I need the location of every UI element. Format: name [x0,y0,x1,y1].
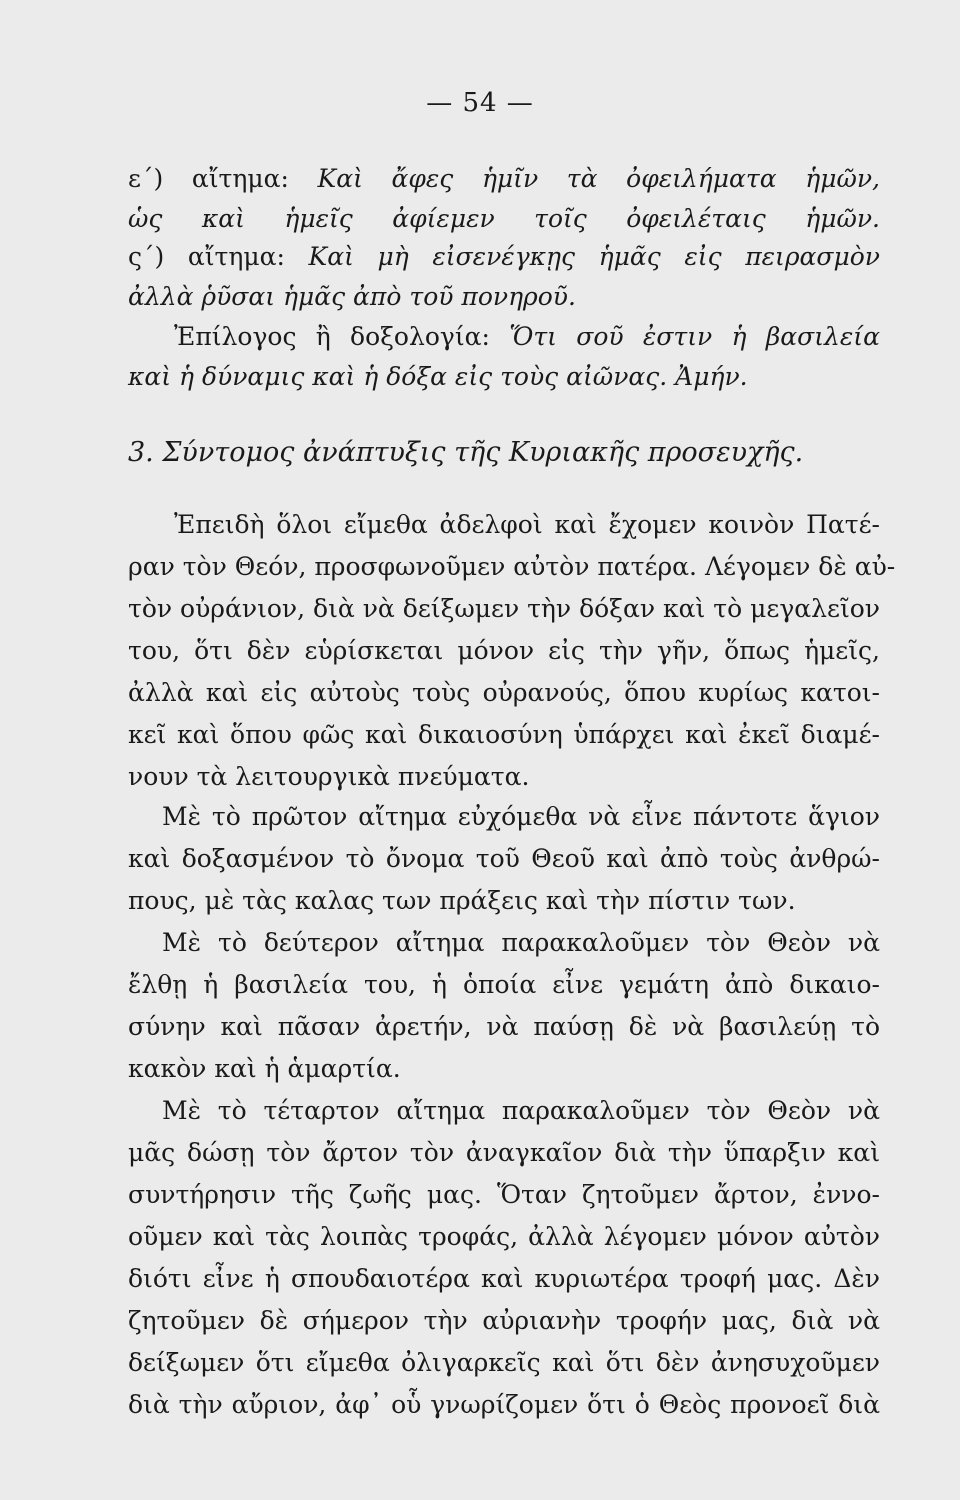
body-line: Ἐπειδὴ ὅλοι εἴμεθα ἀδελφοὶ καὶ ἔχομεν κοινὸν Πατέ- [174,510,880,539]
body-line: του, ὅτι δὲν εὑρίσκεται μόνον εἰς τὴν γῆν, ὅπως ἡμεῖς, [128,636,880,665]
body-line: Μὲ τὸ πρῶτον αἴτημα εὐχόμεθα νὰ εἶνε πάντοτε ἅγιον [162,802,880,831]
epilogue-text: Ὅτι σοῦ ἐστιν ἡ βασιλεία [509,322,880,351]
body-line: κεῖ καὶ ὅπου φῶς καὶ δικαιοσύνη ὑπάρχει καὶ ἐκεῖ διαμέ- [128,720,880,749]
petition-text: ἀλλὰ ῥῦσαι ἡμᾶς ἀπὸ τοῦ πονηροῦ. [128,282,576,311]
body-line: οῦμεν καὶ τὰς λοιπὰς τροφάς, ἀλλὰ λέγομεν μόνον αὐτὸν [128,1222,880,1251]
petition-text: Καὶ μὴ εἰσενέγκῃς ἡμᾶς εἰς πειρασμὸν [308,242,880,271]
petition-label: ε΄) αἴτημα: [128,164,318,193]
epilogue-label: Ἐπίλογος ἢ δοξολογία: [174,322,510,351]
body-line: δείξωμεν ὅτι εἴμεθα ὀλιγαρκεῖς καὶ ὅτι δὲν ἀνησυχοῦμεν [128,1348,880,1377]
petition-text: Καὶ ἄφες ἡμῖν τὰ ὀφειλήματα ἡμῶν, [317,164,880,193]
section-heading: 3. Σύντομος ἀνάπτυξις τῆς Κυριακῆς προσευχῆς. [128,437,804,468]
body-line: ἔλθῃ ἡ βασιλεία του, ἡ ὁποία εἶνε γεμάτη ἀπὸ δικαιο- [128,970,880,999]
body-line: μᾶς δώσῃ τὸν ἄρτον τὸν ἀναγκαῖον διὰ τὴν ὕπαρξιν καὶ [128,1138,880,1167]
body-line: σύνην καὶ πᾶσαν ἀρετήν, νὰ παύσῃ δὲ νὰ βασιλεύῃ τὸ [128,1012,880,1041]
body-line: διὰ τὴν αὔριον, ἀφ᾽ οὗ γνωρίζομεν ὅτι ὁ Θεὸς προνοεῖ διὰ [128,1390,880,1419]
petition-label: ς΄) αἴτημα: [128,242,309,271]
body-line: ραν τὸν Θεόν, προσφωνοῦμεν αὐτὸν πατέρα. Λέγομεν δὲ αὐ- [128,552,896,581]
body-line: καὶ δοξασμένον τὸ ὄνομα τοῦ Θεοῦ καὶ ἀπὸ τοὺς ἀνθρώ- [128,844,880,873]
epilogue-text: καὶ ἡ δύναμις καὶ ἡ δόξα εἰς τοὺς αἰῶνας. Ἀμήν. [128,362,748,391]
body-line: κακὸν καὶ ἡ ἁμαρτία. [128,1054,401,1083]
prayer-line [128,280,880,314]
body-line: τὸν οὐράνιον, διὰ νὰ δείξωμεν τὴν δόξαν καὶ τὸ μεγαλεῖον [128,594,880,623]
body-line: διότι εἶνε ἡ σπουδαιοτέρα καὶ κυριωτέρα τροφή μας. Δὲν [128,1264,880,1293]
body-line: Μὲ τὸ τέταρτον αἴτημα παρακαλοῦμεν τὸν Θεὸν νὰ [162,1096,880,1125]
body-line: ζητοῦμεν δὲ σήμερον τὴν αὐριανὴν τροφήν μας, διὰ νὰ [128,1306,880,1335]
page-number: — 54 — [426,88,534,118]
body-line: συντήρησιν τῆς ζωῆς μας. Ὅταν ζητοῦμεν ἄρτον, ἐννο- [128,1180,880,1209]
prayer-line [128,202,880,236]
body-line: ἀλλὰ καὶ εἰς αὐτοὺς τοὺς οὐρανούς, ὅπου κυρίως κατοι- [128,678,880,707]
petition-text: ὡς καὶ ἡμεῖς ἀφίεμεν τοῖς ὀφειλέταις ἡμῶν. [128,204,880,233]
body-line: νουν τὰ λειτουργικὰ πνεύματα. [128,762,530,791]
body-line: πους, μὲ τὰς καλας των πράξεις καὶ τὴν πίστιν των. [128,886,796,915]
prayer-line [128,162,880,196]
prayer-line [174,320,880,354]
body-line: Μὲ τὸ δεύτερον αἴτημα παρακαλοῦμεν τὸν Θεὸν νὰ [162,928,880,957]
prayer-line [128,240,880,274]
prayer-line [128,360,880,394]
